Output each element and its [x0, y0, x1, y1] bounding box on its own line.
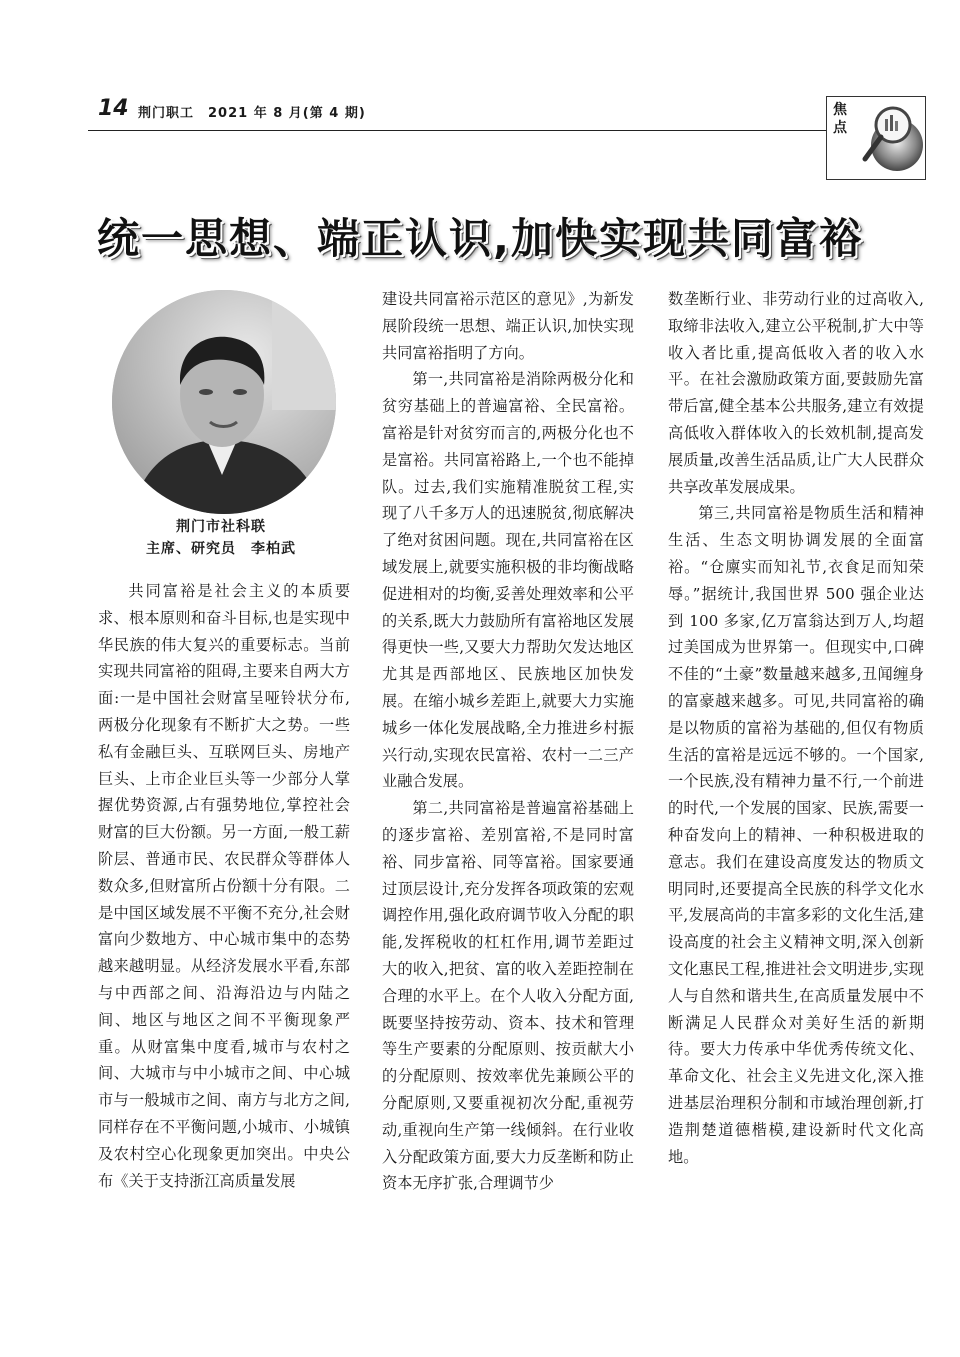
- badge-label: 焦点: [833, 102, 847, 136]
- caption-line-1: 荆门市社科联: [176, 519, 266, 535]
- article-title: 统一思想、端正认识,加快实现共同富裕: [97, 214, 863, 263]
- publication-info: 荆门职工 2021 年 8 月(第 4 期): [138, 106, 366, 121]
- magnifier-globe-icon: [853, 101, 923, 177]
- paragraph: 数垄断行业、非劳动行业的过高收入,取缔非法收入,建立公平税制,扩大中等收入者比重,提高低收入者的收入水平。在社会激励政策方面,要鼓励先富带后富,健全基本公共服务,建立有效提高低收入群体收入的长效机制,提高发展质量,改善生活品质,让广大人民群众共享改革发展成果。: [668, 290, 924, 496]
- paragraph: 建设共同富裕示范区的意见》,为新发展阶段统一思想、端正认识,加快实现共同富裕指明了方向。: [382, 290, 634, 362]
- page-number: 14: [98, 96, 129, 121]
- text-column-3: [668, 286, 924, 1170]
- paragraph: 第三,共同富裕是物质生活和精神生活、生态文明协调发展的全面富裕。“仓廪实而知礼节,衣食足而知荣辱。”据统计,我国世界 500 强企业达到 100 多家,亿万富翁达到万人,均超过美国成为世界第一。但现实中,口碑不佳的“土豪”数量越来越多,丑闻缠身的富豪越来越多。可见,共同富裕的确是以物质的富裕为基础的,但仅有物质生活的富裕是远远不够的。一个国家,一个民族,没有精神力量不行,一个前进的时代,一个发展的国家、民族,需要一种奋发向上的精神、一种积极进取的意志。我们在建设高度发达的物质文明同时,还要提高全民族的科学文化水平,发展高尚的丰富多彩的文化生活,建设高度的社会主义精神文明,深入创新文化惠民工程,推进社会文明进步,实现人与自然和谐共生,在高质量发展中不断满足人民群众对美好生活的新期待。要大力传承中华优秀传统文化、革命文化、社会主义先进文化,深入推进基层治理积分制和市域治理创新,打造荆楚道德楷模,建设新时代文化高地。: [668, 504, 924, 1166]
- paragraph: 第二,共同富裕是普遍富裕基础上的逐步富裕、差别富裕,不是同时富裕、同步富裕、同等富裕。国家要通过顶层设计,充分发挥各项政策的宏观调控作用,强化政府调节收入分配的职能,发挥税收的杠杠作用,调节差距过大的收入,把贫、富的收入差距控制在合理的水平上。在个人收入分配方面,既要坚持按劳动、资本、技术和管理等生产要素的分配原则、按贡献大小的分配原则、按效率优先兼顾公平的分配原则,又要重视初次分配,重视劳动,重视向生产第一线倾斜。在行业收入分配政策方面,要大力反垄断和防止资本无序扩张,合理调节少: [382, 799, 634, 1193]
- text-column-2: [382, 286, 634, 1197]
- paragraph: 共同富裕是社会主义的本质要求、根本原则和奋斗目标,也是实现中华民族的伟大复兴的重要标志。当前实现共同富裕的阻碍,主要来自两大方面:一是中国社会财富呈哑铃状分布,两极分化现象有不断扩大之势。一些私有金融巨头、互联网巨头、房地产巨头、上市企业巨头等一少部分人掌握优势资源,占有强势地位,掌控社会财富的巨大份额。另一方面,一般工薪阶层、普通市民、农民群众等群体人数众多,但财富所占份额十分有限。二是中国区域发展不平衡不充分,社会财富向少数地方、中心城市集中的态势越来越明显。从经济发展水平看,东部与中西部之间、沿海沿边与内陆之间、地区与地区之间不平衡现象严重。从财富集中度看,城市与农村之间、大城市与中小城市之间、中心城市与一般城市之间、南方与北方之间,同样存在不平衡问题,小城市、小城镇及农村空心化现象更加突出。中央公布《关于支持浙江高质量发展: [98, 582, 350, 1190]
- author-caption: [96, 516, 346, 560]
- caption-line-2: 主席、研究员 李柏武: [146, 541, 296, 557]
- page-header: [88, 96, 828, 131]
- paragraph: 第一,共同富裕是消除两极分化和贫穷基础上的普遍富裕、全民富裕。富裕是针对贫穷而言的,两极分化也不是富裕。共同富裕路上,一个也不能掉队。过去,我们实施精准脱贫工程,实现了八千多万人的迅速脱贫,彻底解决了绝对贫困问题。现在,共同富裕在区域发展上,就要实施积极的非均衡战略促进相对的均衡,妥善处理效率和公平的关系,既大力鼓励所有富裕地区发展得更快一些,又要大力帮助欠发达地区尤其是西部地区、民族地区加快发展。在缩小城乡差距上,就要大力实施城乡一体化发展战略,全力推进乡村振兴行动,实现农民富裕、农村一二三产业融合发展。: [382, 370, 634, 791]
- author-portrait: [112, 290, 336, 514]
- focus-badge: [826, 96, 926, 180]
- text-column-1: [98, 578, 350, 1194]
